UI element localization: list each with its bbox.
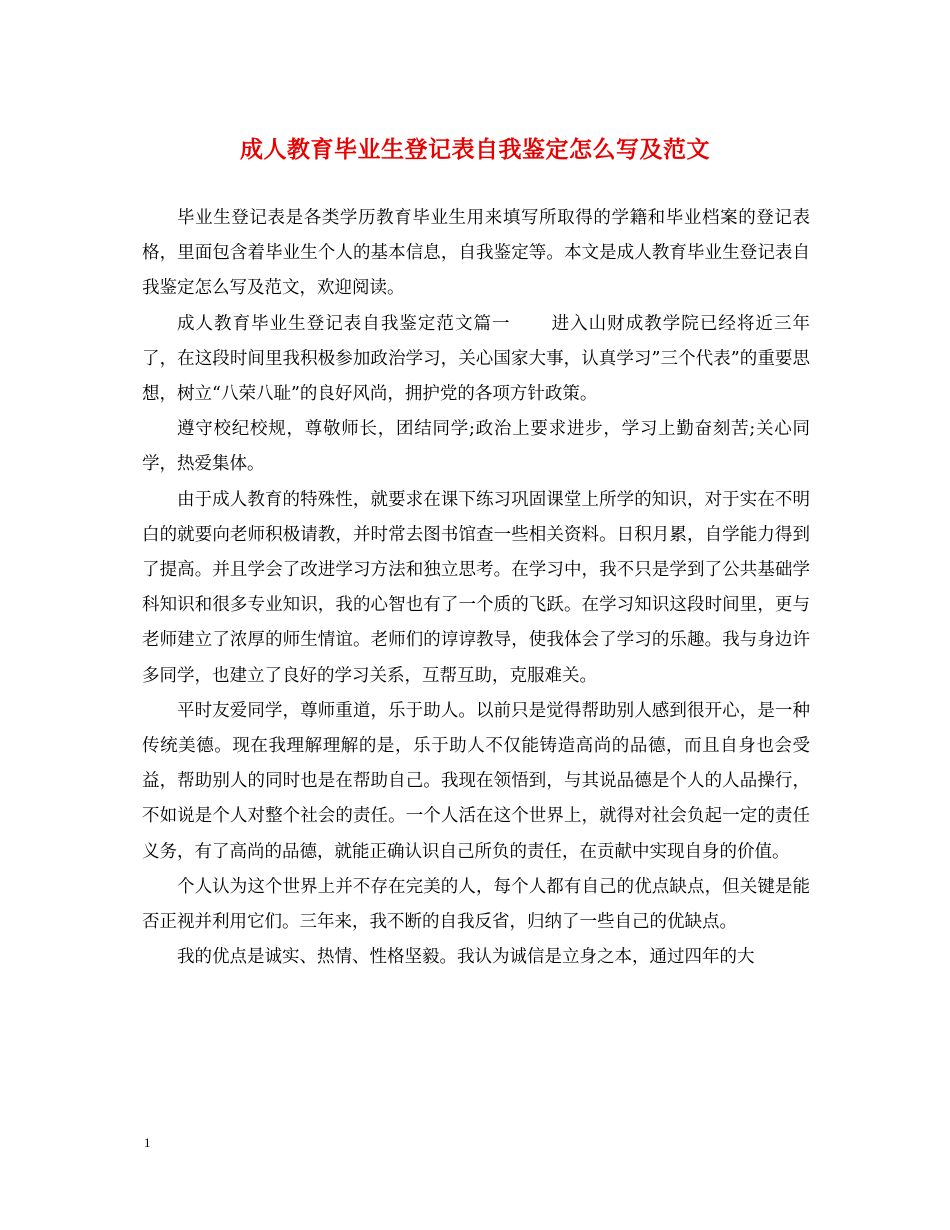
page-number: 1 [144,1135,151,1150]
discipline-paragraph: 遵守校纪校规，尊敬师长，团结同学;政治上要求进步，学习上勤奋刻苦;关心同学，热爱集体。 [142,419,810,475]
study-paragraph: 由于成人教育的特殊性，就要求在课下练习巩固课堂上所学的知识，对于实在不明白的就要向老师积极请教，并时常去图书馆查一些相关资料。日积月累，自学能力得到了提高。并且学会了改进学习方法和独立思考。在学习中，我不只是学到了公共基础学科知识和很多专业知识，我的心智也有了一个质的飞跃。在学习知识这段时间里，更与老师建立了浓厚的师生情谊。老师们的谆谆教导，使我体会了学习的乐趣。我与身边许多同学，也建立了良好的学习关系，互帮互助，克服难关。 [142,489,810,686]
sample-paragraph [142,307,810,413]
helping-paragraph: 平时友爱同学，尊师重道，乐于助人。以前只是觉得帮助别人感到很开心，是一种传统美德。现在我理解理解的是，乐于助人不仅能铸造高尚的品德，而且自身也会受益，帮助别人的同时也是在帮助自己。我现在领悟到，与其说品德是个人的人品操行，不如说是个人对整个社会的责任。一个人活在这个世界上，就得对社会负起一定的责任义务，有了高尚的品德，就能正确认识自己所负的责任，在贡献中实现自身的价值。 [142,700,810,862]
document-body [142,201,810,975]
sample-text: 进入山财成教学院已经将近三年了，在这段时间里我积极参加政治学习，关心国家大事，认真学习”三个代表”的重要思想，树立“八荣八耻”的良好风尚，拥护党的各项方针政策。 [142,313,810,405]
document-title: 成人教育毕业生登记表自我鉴定怎么写及范文 [240,136,710,163]
strengths-paragraph: 我的优点是诚实、热情、性格坚毅。我认为诚信是立身之本，通过四年的大 [177,947,755,968]
self-reflection-paragraph: 个人认为这个世界上并不存在完美的人，每个人都有自己的优点缺点，但关键是能否正视并利用它们。三年来，我不断的自我反省，归纳了一些自己的优缺点。 [142,876,810,933]
intro-paragraph: 毕业生登记表是各类学历教育毕业生用来填写所取得的学籍和毕业档案的登记表格，里面包含着毕业生个人的基本信息，自我鉴定等。本文是成人教育毕业生登记表自我鉴定怎么写及范文，欢迎阅读。 [142,208,810,299]
sample-heading: 成人教育毕业生登记表自我鉴定范文篇一 [177,313,511,334]
